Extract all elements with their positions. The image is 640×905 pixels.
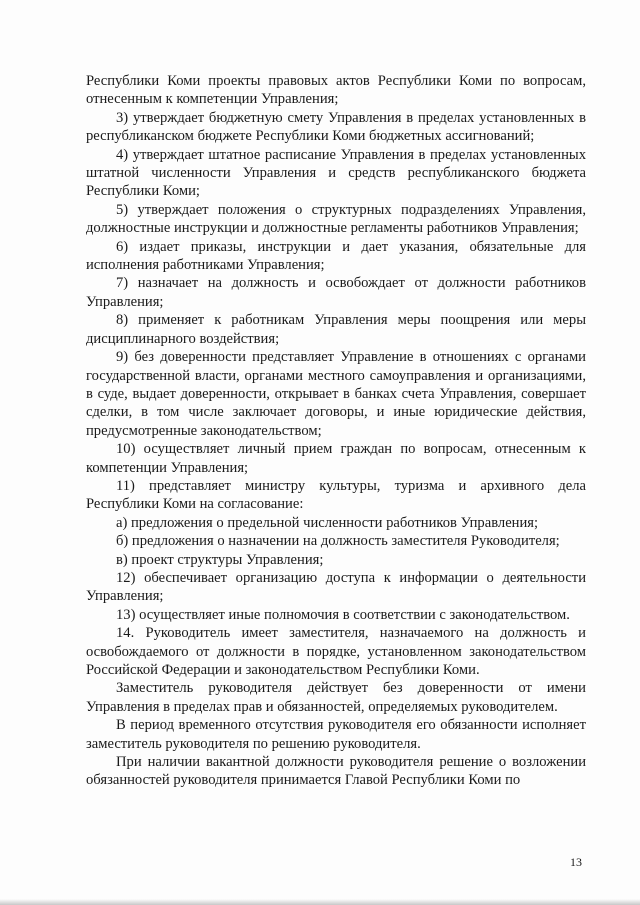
paragraph-item-7: 7) назначает на должность и освобождает от должности работников Управления; [86,275,586,310]
paragraph-subitem-v: в) проект структуры Управления; [116,551,324,568]
paragraph-item-11: 11) представляет министру культуры, туризма и архивного дела Республики Коми на согласование: [86,477,586,513]
paragraph-subitem-a: а) предложения о предельной численности работников Управления; [116,514,539,531]
page-bottom-edge [0,899,640,905]
paragraph-item-10: 10) осуществляет личный прием граждан по вопросам, отнесенным к компетенции Управления; [86,441,586,476]
paragraph-item-8: 8) применяет к работникам Управления меры поощрения или меры дисциплинарного воздействия; [86,312,586,347]
paragraph-continuation: Республики Коми проекты правовых актов Республики Коми по вопросам, отнесенным к компетенции Управления; [86,73,586,108]
paragraph-deputy-authority: Заместитель руководителя действует без доверенности от имени Управления в пределах прав и обязанностей, определяемых руководителем. [86,680,586,715]
paragraph-item-12: 12) обеспечивает организацию доступа к информации о деятельности Управления; [86,569,586,605]
paragraph-item-9: 9) без доверенности представляет Управление в отношениях с органами государственной власти, органами местного самоуправления и организациями, в суде, выдает доверенности, открывает в банках счета Управления, совершает сделки, в том числе заключает договоры, и иные юридические действия, предусмотренные законодательством; [86,349,586,439]
paragraph-subitem-b: б) предложения о назначении на должность заместителя Руководителя; [116,533,560,550]
document-body [86,72,586,790]
paragraph-item-5: 5) утверждает положения о структурных подразделениях Управления, должностные инструкции и должностные регламенты работников Управления; [86,201,586,237]
paragraph-item-6: 6) издает приказы, инструкции и дает указания, обязательные для исполнения работниками Управления; [86,238,586,274]
paragraph-item-4: 4) утверждает штатное расписание Управления в пределах установленных штатной численности Управления и средств республиканского бюджета Республики Коми; [86,146,586,200]
page-number: 13 [570,855,582,869]
paragraph-section-14: 14. Руководитель имеет заместителя, назначаемого на должность и освобождаемого от должности в порядке, установленном законодательством Российской Федерации и законодательством Республики Коми. [86,625,586,678]
paragraph-item-3: 3) утверждает бюджетную смету Управления в пределах установленных в республиканском бюджете Республики Коми бюджетных ассигнований; [86,109,586,145]
paragraph-vacancy: При наличии вакантной должности руководителя решение о возложении обязанностей руководителя принимается Главой Республики Коми по [86,754,586,789]
paragraph-item-13: 13) осуществляет иные полномочия в соответствии с законодательством. [116,606,570,623]
paragraph-temporary-absence: В период временного отсутствия руководителя его обязанности исполняет заместитель руководителя по решению руководителя. [86,717,586,752]
